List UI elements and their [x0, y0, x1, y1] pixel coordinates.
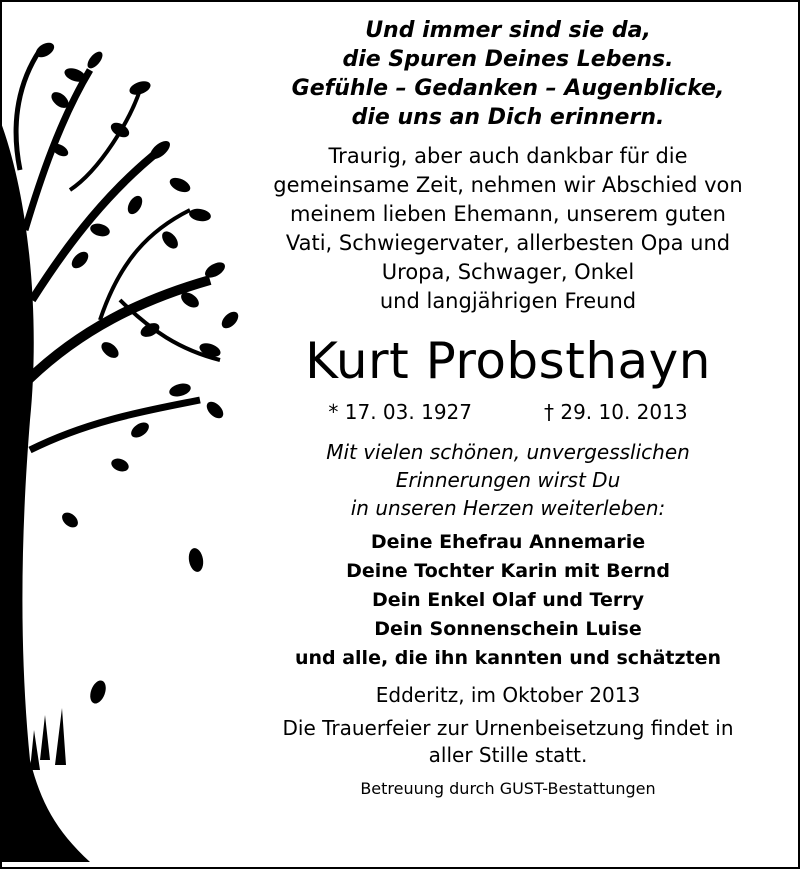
verse-line: die uns an Dich erinnern.	[351, 105, 665, 130]
death-date: † 29. 10. 2013	[544, 400, 688, 424]
tree-illustration	[0, 0, 250, 865]
family-member: Deine Ehefrau Annemarie	[370, 531, 646, 553]
ceremony-note	[248, 715, 768, 769]
deceased-name: Kurt Probsthayn	[305, 332, 711, 390]
ceremony-line: aller Stille statt.	[428, 743, 588, 767]
family-list	[248, 528, 768, 673]
place-date: Edderitz, im Oktober 2013	[375, 683, 641, 707]
family-member: Dein Sonnenschein Luise	[374, 618, 642, 640]
remembrance-line: Mit vielen schönen, unvergesslichen	[326, 440, 690, 464]
intro-line: Vati, Schwiegervater, allerbesten Opa und	[285, 231, 731, 255]
birth-date: * 17. 03. 1927	[328, 400, 472, 424]
intro-line: gemeinsame Zeit, nehmen wir Abschied von	[273, 173, 743, 197]
remembrance-line: Erinnerungen wirst Du	[395, 468, 621, 492]
undertaker-note: Betreuung durch GUST-Bestattungen	[360, 779, 656, 798]
remembrance-line: in unseren Herzen weiterleben:	[350, 496, 666, 520]
verse-line: die Spuren Deines Lebens.	[342, 47, 674, 72]
obituary-text	[248, 16, 768, 801]
ceremony-line: Die Trauerfeier zur Urnenbeisetzung findet in	[282, 716, 734, 740]
intro-line: Traurig, aber auch dankbar für die	[328, 144, 688, 168]
verse-line: Und immer sind sie da,	[365, 18, 651, 43]
family-member: Deine Tochter Karin mit Bernd	[346, 560, 670, 582]
intro-line: Uropa, Schwager, Onkel	[381, 260, 635, 284]
intro-line: meinem lieben Ehemann, unserem guten	[290, 202, 726, 226]
intro-line: und langjährigen Freund	[379, 289, 637, 313]
verse-line: Gefühle – Gedanken – Augenblicke,	[291, 76, 725, 101]
intro-paragraph	[248, 142, 768, 316]
remembrance-text	[248, 438, 768, 522]
life-dates	[248, 398, 768, 426]
family-member: Dein Enkel Olaf und Terry	[371, 589, 645, 611]
memorial-verse	[248, 16, 768, 132]
family-member: und alle, die ihn kannten und schätzten	[294, 647, 722, 669]
